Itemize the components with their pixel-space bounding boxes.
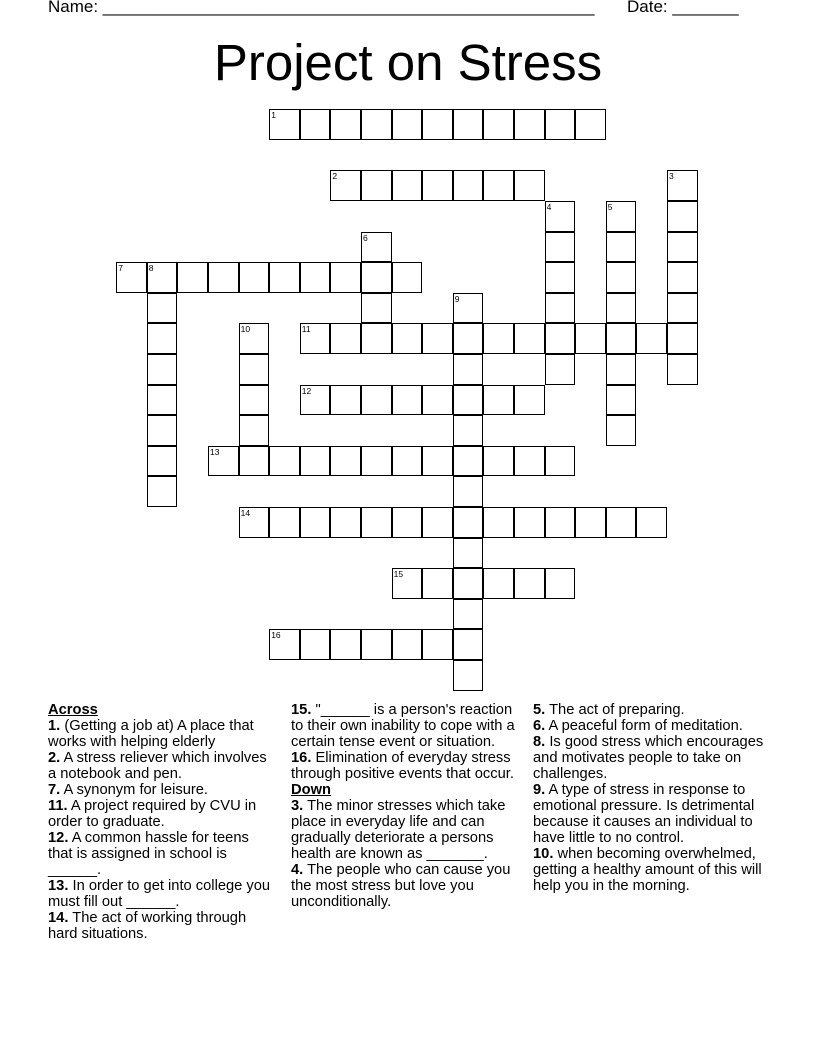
- grid-cell[interactable]: [453, 568, 484, 599]
- grid-cell[interactable]: [147, 446, 178, 477]
- grid-cell[interactable]: [330, 323, 361, 354]
- grid-cell[interactable]: [361, 170, 392, 201]
- grid-cell[interactable]: [545, 354, 576, 385]
- grid-cell[interactable]: [330, 446, 361, 477]
- grid-cell[interactable]: [483, 323, 514, 354]
- grid-cell[interactable]: [636, 323, 667, 354]
- grid-cell[interactable]: [453, 476, 484, 507]
- grid-cell[interactable]: [330, 385, 361, 416]
- grid-cell[interactable]: [545, 201, 576, 232]
- clue-number: 3: [669, 171, 674, 182]
- grid-cell[interactable]: [147, 415, 178, 446]
- grid-cell[interactable]: [483, 568, 514, 599]
- clue-down-3: 3. The minor stresses which take place in everyday life and can gradually deteriorate a persons health are known as _______.: [291, 798, 506, 862]
- grid-cell[interactable]: [147, 354, 178, 385]
- crossword-grid: [117, 110, 737, 700]
- grid-cell[interactable]: [392, 446, 423, 477]
- grid-cell[interactable]: [239, 262, 270, 293]
- grid-cell[interactable]: [392, 109, 423, 140]
- grid-cell[interactable]: [422, 629, 453, 660]
- clues-column-1: [48, 702, 276, 942]
- grid-cell[interactable]: [269, 507, 300, 538]
- grid-cell[interactable]: [361, 232, 392, 263]
- grid-cell[interactable]: [453, 354, 484, 385]
- clue-number: 10: [240, 324, 251, 335]
- grid-cell[interactable]: [667, 232, 698, 263]
- grid-cell[interactable]: [239, 446, 270, 477]
- grid-cell[interactable]: [453, 629, 484, 660]
- grid-cell[interactable]: [453, 109, 484, 140]
- grid-cell[interactable]: [453, 599, 484, 630]
- grid-cell[interactable]: [453, 323, 484, 354]
- across-heading: Across: [48, 702, 98, 718]
- grid-cell[interactable]: [269, 109, 300, 140]
- clue-number: 6: [363, 232, 368, 243]
- grid-cell[interactable]: [545, 507, 576, 538]
- grid-cell[interactable]: [330, 109, 361, 140]
- grid-cell[interactable]: [667, 354, 698, 385]
- grid-cell[interactable]: [269, 262, 300, 293]
- clue-number: 9: [454, 293, 460, 304]
- grid-cell[interactable]: [606, 354, 637, 385]
- clue-number: 2: [332, 171, 338, 182]
- grid-cell[interactable]: [330, 262, 361, 293]
- grid-cell[interactable]: [239, 354, 270, 385]
- grid-cell[interactable]: [147, 293, 178, 324]
- grid-cell[interactable]: [636, 507, 667, 538]
- clue-across-1: 1. (Getting a job at) A place that works with helping elderly: [48, 718, 254, 750]
- grid-cell[interactable]: [239, 507, 270, 538]
- grid-cell[interactable]: [514, 109, 545, 140]
- grid-cell[interactable]: [392, 629, 423, 660]
- grid-cell[interactable]: [392, 568, 423, 599]
- grid-cell[interactable]: [330, 170, 361, 201]
- grid-cell[interactable]: [483, 170, 514, 201]
- grid-cell[interactable]: [208, 262, 239, 293]
- grid-cell[interactable]: [361, 507, 392, 538]
- grid-cell[interactable]: [545, 446, 576, 477]
- grid-cell[interactable]: [361, 446, 392, 477]
- grid-cell[interactable]: [453, 385, 484, 416]
- clue-across-16: 16. Elimination of everyday stress through positive events that occur.: [291, 750, 514, 782]
- grid-cell[interactable]: [330, 629, 361, 660]
- grid-cell[interactable]: [361, 109, 392, 140]
- grid-cell[interactable]: [269, 629, 300, 660]
- grid-cell[interactable]: [361, 323, 392, 354]
- grid-cell[interactable]: [514, 446, 545, 477]
- grid-cell[interactable]: [545, 232, 576, 263]
- grid-cell[interactable]: [147, 323, 178, 354]
- grid-cell[interactable]: [392, 507, 423, 538]
- date-field-label: Date: _______: [627, 0, 739, 16]
- grid-cell[interactable]: [667, 323, 698, 354]
- grid-cell[interactable]: [300, 446, 331, 477]
- grid-cell[interactable]: [514, 568, 545, 599]
- clues-column-3: [533, 702, 773, 894]
- clue-down-9: 9. A type of stress in response to emotional pressure. Is detrimental because it causes an individual to have little to no control.: [533, 782, 755, 846]
- grid-cell[interactable]: [545, 323, 576, 354]
- grid-cell[interactable]: [422, 385, 453, 416]
- grid-cell[interactable]: [361, 385, 392, 416]
- clue-number: 1: [271, 110, 276, 121]
- grid-cell[interactable]: [239, 323, 270, 354]
- grid-cell[interactable]: [392, 262, 423, 293]
- grid-cell[interactable]: [422, 568, 453, 599]
- clue-number: 8: [148, 263, 154, 274]
- clue-number: 11: [301, 324, 311, 335]
- grid-cell[interactable]: [361, 293, 392, 324]
- grid-cell[interactable]: [239, 415, 270, 446]
- grid-cell[interactable]: [300, 507, 331, 538]
- clue-number: 4: [546, 202, 552, 212]
- grid-cell[interactable]: [239, 385, 270, 416]
- clue-number: 7: [118, 263, 123, 274]
- page-title: Project on Stress: [213, 34, 603, 91]
- grid-cell[interactable]: [483, 109, 514, 140]
- grid-cell[interactable]: [453, 538, 484, 569]
- grid-cell[interactable]: [422, 507, 453, 538]
- clue-number: 15: [393, 569, 404, 580]
- grid-cell[interactable]: [575, 507, 606, 538]
- grid-cell[interactable]: [300, 323, 331, 354]
- grid-cell[interactable]: [453, 415, 484, 446]
- grid-cell[interactable]: [361, 629, 392, 660]
- grid-cell[interactable]: [483, 446, 514, 477]
- grid-cell[interactable]: [606, 201, 637, 232]
- grid-cell[interactable]: [514, 385, 545, 416]
- clue-number: 5: [607, 202, 613, 212]
- grid-cell[interactable]: [606, 415, 637, 446]
- grid-cell[interactable]: [208, 446, 239, 477]
- grid-cell[interactable]: [667, 293, 698, 324]
- clue-down-6: 6. A peaceful form of meditation.: [533, 718, 743, 734]
- clue-down-5: 5. The act of preparing.: [533, 702, 685, 718]
- clue-number: 16: [271, 630, 281, 641]
- clue-across-13: 13. In order to get into college you must fill out ______.: [48, 878, 271, 910]
- grid-cell[interactable]: [300, 109, 331, 140]
- grid-cell[interactable]: [422, 109, 453, 140]
- clue-number: 12: [301, 385, 312, 396]
- grid-cell[interactable]: [453, 293, 484, 324]
- grid-cell[interactable]: [453, 507, 484, 538]
- grid-cell[interactable]: [330, 507, 361, 538]
- grid-cell[interactable]: [606, 232, 637, 263]
- grid-cell[interactable]: [575, 323, 606, 354]
- clue-number: 13: [210, 446, 220, 457]
- grid-cell[interactable]: [514, 323, 545, 354]
- grid-cell[interactable]: [116, 262, 147, 293]
- clue-across-7: 7. A synonym for leisure.: [48, 782, 209, 798]
- grid-cell[interactable]: [606, 507, 637, 538]
- clues-column-2: [291, 702, 523, 910]
- grid-cell[interactable]: [545, 109, 576, 140]
- grid-cell[interactable]: [422, 446, 453, 477]
- grid-cell[interactable]: [300, 629, 331, 660]
- grid-cell[interactable]: [422, 170, 453, 201]
- grid-cell[interactable]: [667, 262, 698, 293]
- grid-cell[interactable]: [147, 476, 178, 507]
- grid-cell[interactable]: [606, 262, 637, 293]
- down-heading: Down: [291, 782, 331, 798]
- grid-cell[interactable]: [545, 568, 576, 599]
- grid-cell[interactable]: [545, 262, 576, 293]
- grid-cell[interactable]: [300, 262, 331, 293]
- grid-cell[interactable]: [453, 446, 484, 477]
- grid-cell[interactable]: [177, 262, 208, 293]
- grid-cell[interactable]: [392, 385, 423, 416]
- grid-cell[interactable]: [606, 323, 637, 354]
- grid-cell[interactable]: [667, 201, 698, 232]
- grid-cell[interactable]: [147, 262, 178, 293]
- clue-across-12: 12. A common hassle for teens that is assigned in school is ______.: [48, 830, 249, 878]
- clue-across-14: 14. The act of working through hard situations.: [48, 910, 247, 942]
- grid-cell[interactable]: [422, 323, 453, 354]
- clue-down-10: 10. when becoming overwhelmed, getting a healthy amount of this will help you in the morning.: [533, 846, 762, 894]
- grid-cell[interactable]: [606, 293, 637, 324]
- clue-across-15: 15. "______ is a person's reaction to their own inability to cope with a certain tense event or situation.: [291, 702, 515, 750]
- grid-cell[interactable]: [483, 507, 514, 538]
- grid-cell[interactable]: [361, 262, 392, 293]
- grid-cell[interactable]: [483, 385, 514, 416]
- grid-cell[interactable]: [545, 293, 576, 324]
- grid-cell[interactable]: [514, 170, 545, 201]
- grid-cell[interactable]: [392, 170, 423, 201]
- grid-cell[interactable]: [514, 507, 545, 538]
- name-field-label: Name: ____________________________________________________: [48, 0, 595, 16]
- grid-cell[interactable]: [453, 660, 484, 691]
- clue-number: 14: [240, 508, 251, 518]
- grid-cell[interactable]: [575, 109, 606, 140]
- grid-cell[interactable]: [269, 446, 300, 477]
- grid-cell[interactable]: [392, 323, 423, 354]
- clue-across-11: 11. A project required by CVU in order to graduate.: [48, 798, 257, 830]
- grid-cell[interactable]: [606, 385, 637, 416]
- grid-cell[interactable]: [667, 170, 698, 201]
- grid-cell[interactable]: [300, 385, 331, 416]
- grid-cell[interactable]: [453, 170, 484, 201]
- clue-down-8: 8. Is good stress which encourages and motivates people to take on challenges.: [533, 734, 764, 782]
- clue-across-2: 2. A stress reliever which involves a notebook and pen.: [48, 750, 267, 782]
- grid-cell[interactable]: [147, 385, 178, 416]
- clue-down-4: 4. The people who can cause you the most stress but love you unconditionally.: [291, 862, 511, 910]
